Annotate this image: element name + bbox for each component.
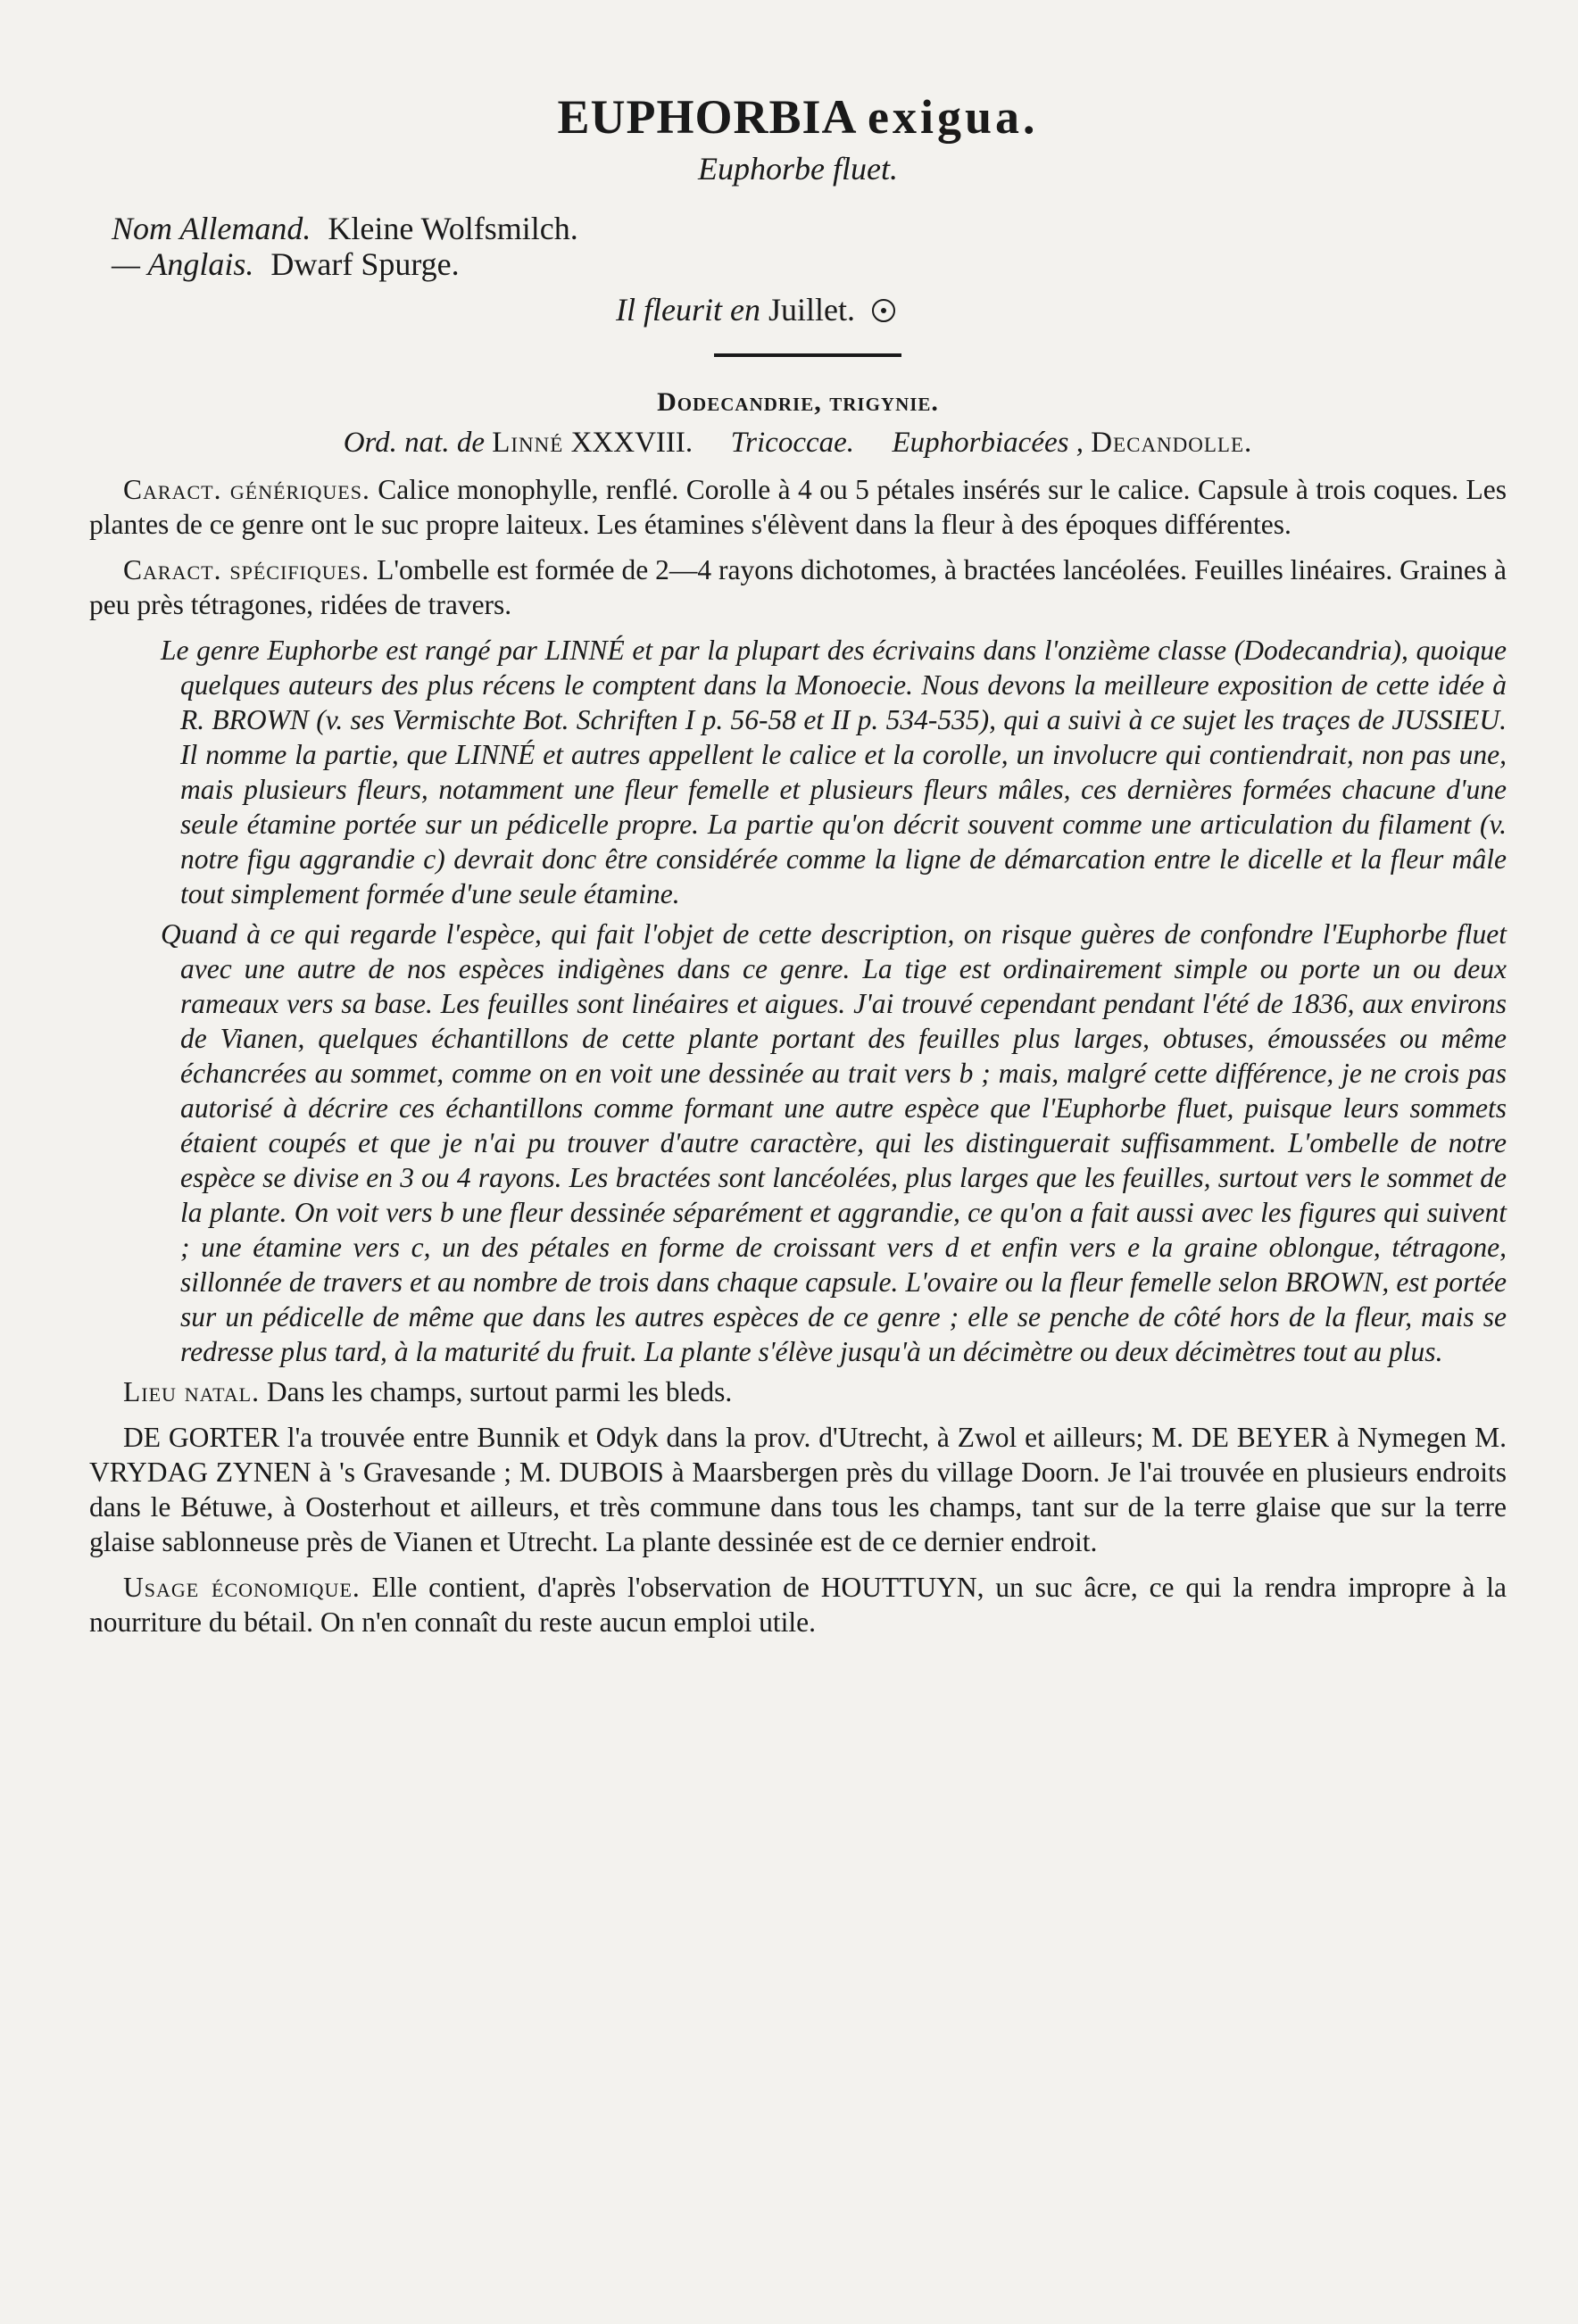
title-genus: EUPHORBIA <box>557 90 855 144</box>
usage-text: Elle contient, d'après l'observation de HOUTTUYN, un suc âcre, ce qui la rendra impropre à la nourriture du bétail. On n'en connaît du reste aucun emploi utile. <box>89 1572 1507 1638</box>
page-title <box>89 89 1507 145</box>
flowering-line <box>616 291 1507 328</box>
usage-label: Usage économique. <box>123 1572 361 1603</box>
euphorbiacees: Euphorbiacées , <box>892 427 1084 459</box>
habitat <box>89 1374 1507 1409</box>
ord-number: XXXVIII. <box>570 427 693 459</box>
specific-label: Caract. spécifiques. <box>123 554 370 585</box>
specific-text: L'ombelle est formée de 2—4 rayons dichotomes, à bractées lancéolées. Feuilles linéaires. Graines à peu près tétragones, ridées de travers. <box>89 554 1507 620</box>
habitat-text: Dans les champs, surtout parmi les bleds. <box>266 1376 733 1407</box>
generic-label: Caract. génériques. <box>123 474 370 505</box>
english-value: Dwarf Spurge. <box>270 246 460 282</box>
decandolle-name: Decandolle. <box>1091 427 1253 459</box>
german-value: Kleine Wolfsmilch. <box>328 211 578 246</box>
english-name-line <box>112 246 1507 282</box>
title-species: exigua. <box>868 90 1039 144</box>
localities: DE GORTER l'a trouvée entre Bunnik et Odyk dans la prov. d'Utrecht, à Zwol et ailleurs; M. DE BEYER à Nymegen M. VRYDAG ZYNEN à 's Gravesande ; M. DUBOIS à Maarsbergen près du village Doorn. Je l'ai trouvée en plusieurs endroits dans le Bétuwe, à Oosterhout et ailleurs, et très commune dans tous les champs, tant sur de la terre glaise que sur la terre glaise sablonneuse près de Vianen et Utrecht. La plante dessinée est de ce dernier endroit. <box>89 1422 1507 1557</box>
discussion-paragraph-1: Le genre Euphorbe est rangé par LINNÉ et par la plupart des écrivains dans l'onzième classe (Dodecandria), quoique quelques auteurs des plus récens le comptent dans la Monoecie. Nous devons la meilleure exposition de cette idée à R. BROWN (v. ses Vermischte Bot. Schriften I p. 56-58 et II p. 534-535), qui a suivi à ce sujet les traçes de JUSSIEU. Il nomme la partie, que LINNÉ et autres appellent le calice et la corolle, un involucre qui contiendrait, non pas une, mais plusieurs fleurs, notamment une fleur femelle et plusieurs fleurs mâles, ces dernières formées chacune d'une seule étamine portée sur un pédicelle propre. La partie qu'on décrit souvent comme une articulation du filament (v. notre figu aggrandie c) devrait donc être considérée comme la ligne de démarcation entre le dicelle et la fleur mâle tout simplement formée d'une seule étamine. <box>161 635 1507 909</box>
flowering-value: Juillet. <box>768 292 855 328</box>
common-names <box>112 211 1507 282</box>
generic-characters <box>89 472 1507 542</box>
habitat-label: Lieu natal. <box>123 1376 260 1407</box>
german-name-line <box>112 211 1507 246</box>
tricoccae: Tricoccae. <box>730 427 855 459</box>
discussion-paragraph-2: Quand à ce qui regarde l'espèce, qui fait l'objet de cette description, on risque guères de confondre l'Euphorbe fluet avec une autre de nos espèces indigènes dans ce genre. La tige est ordinairement simple ou porte un ou deux rameaux vers sa base. Les feuilles sont linéaires et aigues. J'ai trouvé cependant pendant l'été de 1836, aux environs de Vianen, quelques échantillons de cette plante portant des feuilles plus larges, obtuses, émoussées ou même échancrées au sommet, comme on en voit une dessinée au trait vers b ; mais, malgré cette différence, je ne crois pas autorisé à décrire ces échantillons comme formant une autre espèce que l'Euphorbe fluet, puisque leurs sommets étaient coupés et que je n'ai pu trouver d'autre caractère, qui les distinguerait suffisamment. L'ombelle de notre espèce se divise en 3 ou 4 rayons. Les bractées sont lancéolées, plus larges que les feuilles, surtout vers le sommet de la plante. On voit vers b une fleur dessinée séparément et aggrandie, ce qu'on a fait aussi avec les figures qui suivent ; une étamine vers c, un des pétales en forme de croissant vers d et enfin vers e la graine oblongue, tétragone, sillonnée de travers et au nombre de trois dans chaque capsule. L'ovaire ou la fleur femelle selon BROWN, est portée sur un pédicelle de même que dans les autres espèces de ce genre ; elle se penche de côté hors de la fleur, mais se redresse plus tard, à la maturité du fruit. La plante s'élève jusqu'à un décimètre ou deux décimètres tout au plus. <box>161 918 1507 1367</box>
linne-name: Linné <box>492 427 564 459</box>
natural-order-line <box>89 427 1507 460</box>
generic-text: Calice monophylle, renflé. Corolle à 4 ou 5 pétales insérés sur le calice. Capsule à trois coques. Les plantes de ce genre ont le suc propre laiteux. Les étamines s'élèvent dans la fleur à des époques différentes. <box>89 474 1507 540</box>
page-subtitle: Euphorbe fluet. <box>698 151 898 187</box>
english-label: — Anglais. <box>112 246 254 282</box>
annual-symbol-icon <box>872 299 895 322</box>
economic-usage <box>89 1570 1507 1639</box>
specific-characters <box>89 552 1507 622</box>
flowering-label: Il fleurit en <box>616 292 760 328</box>
divider-rule <box>714 353 901 357</box>
ord-label: Ord. nat. de <box>343 427 485 459</box>
german-label: Nom Allemand. <box>112 211 311 246</box>
classification-heading: Dodecandrie, trigynie. <box>657 387 939 417</box>
